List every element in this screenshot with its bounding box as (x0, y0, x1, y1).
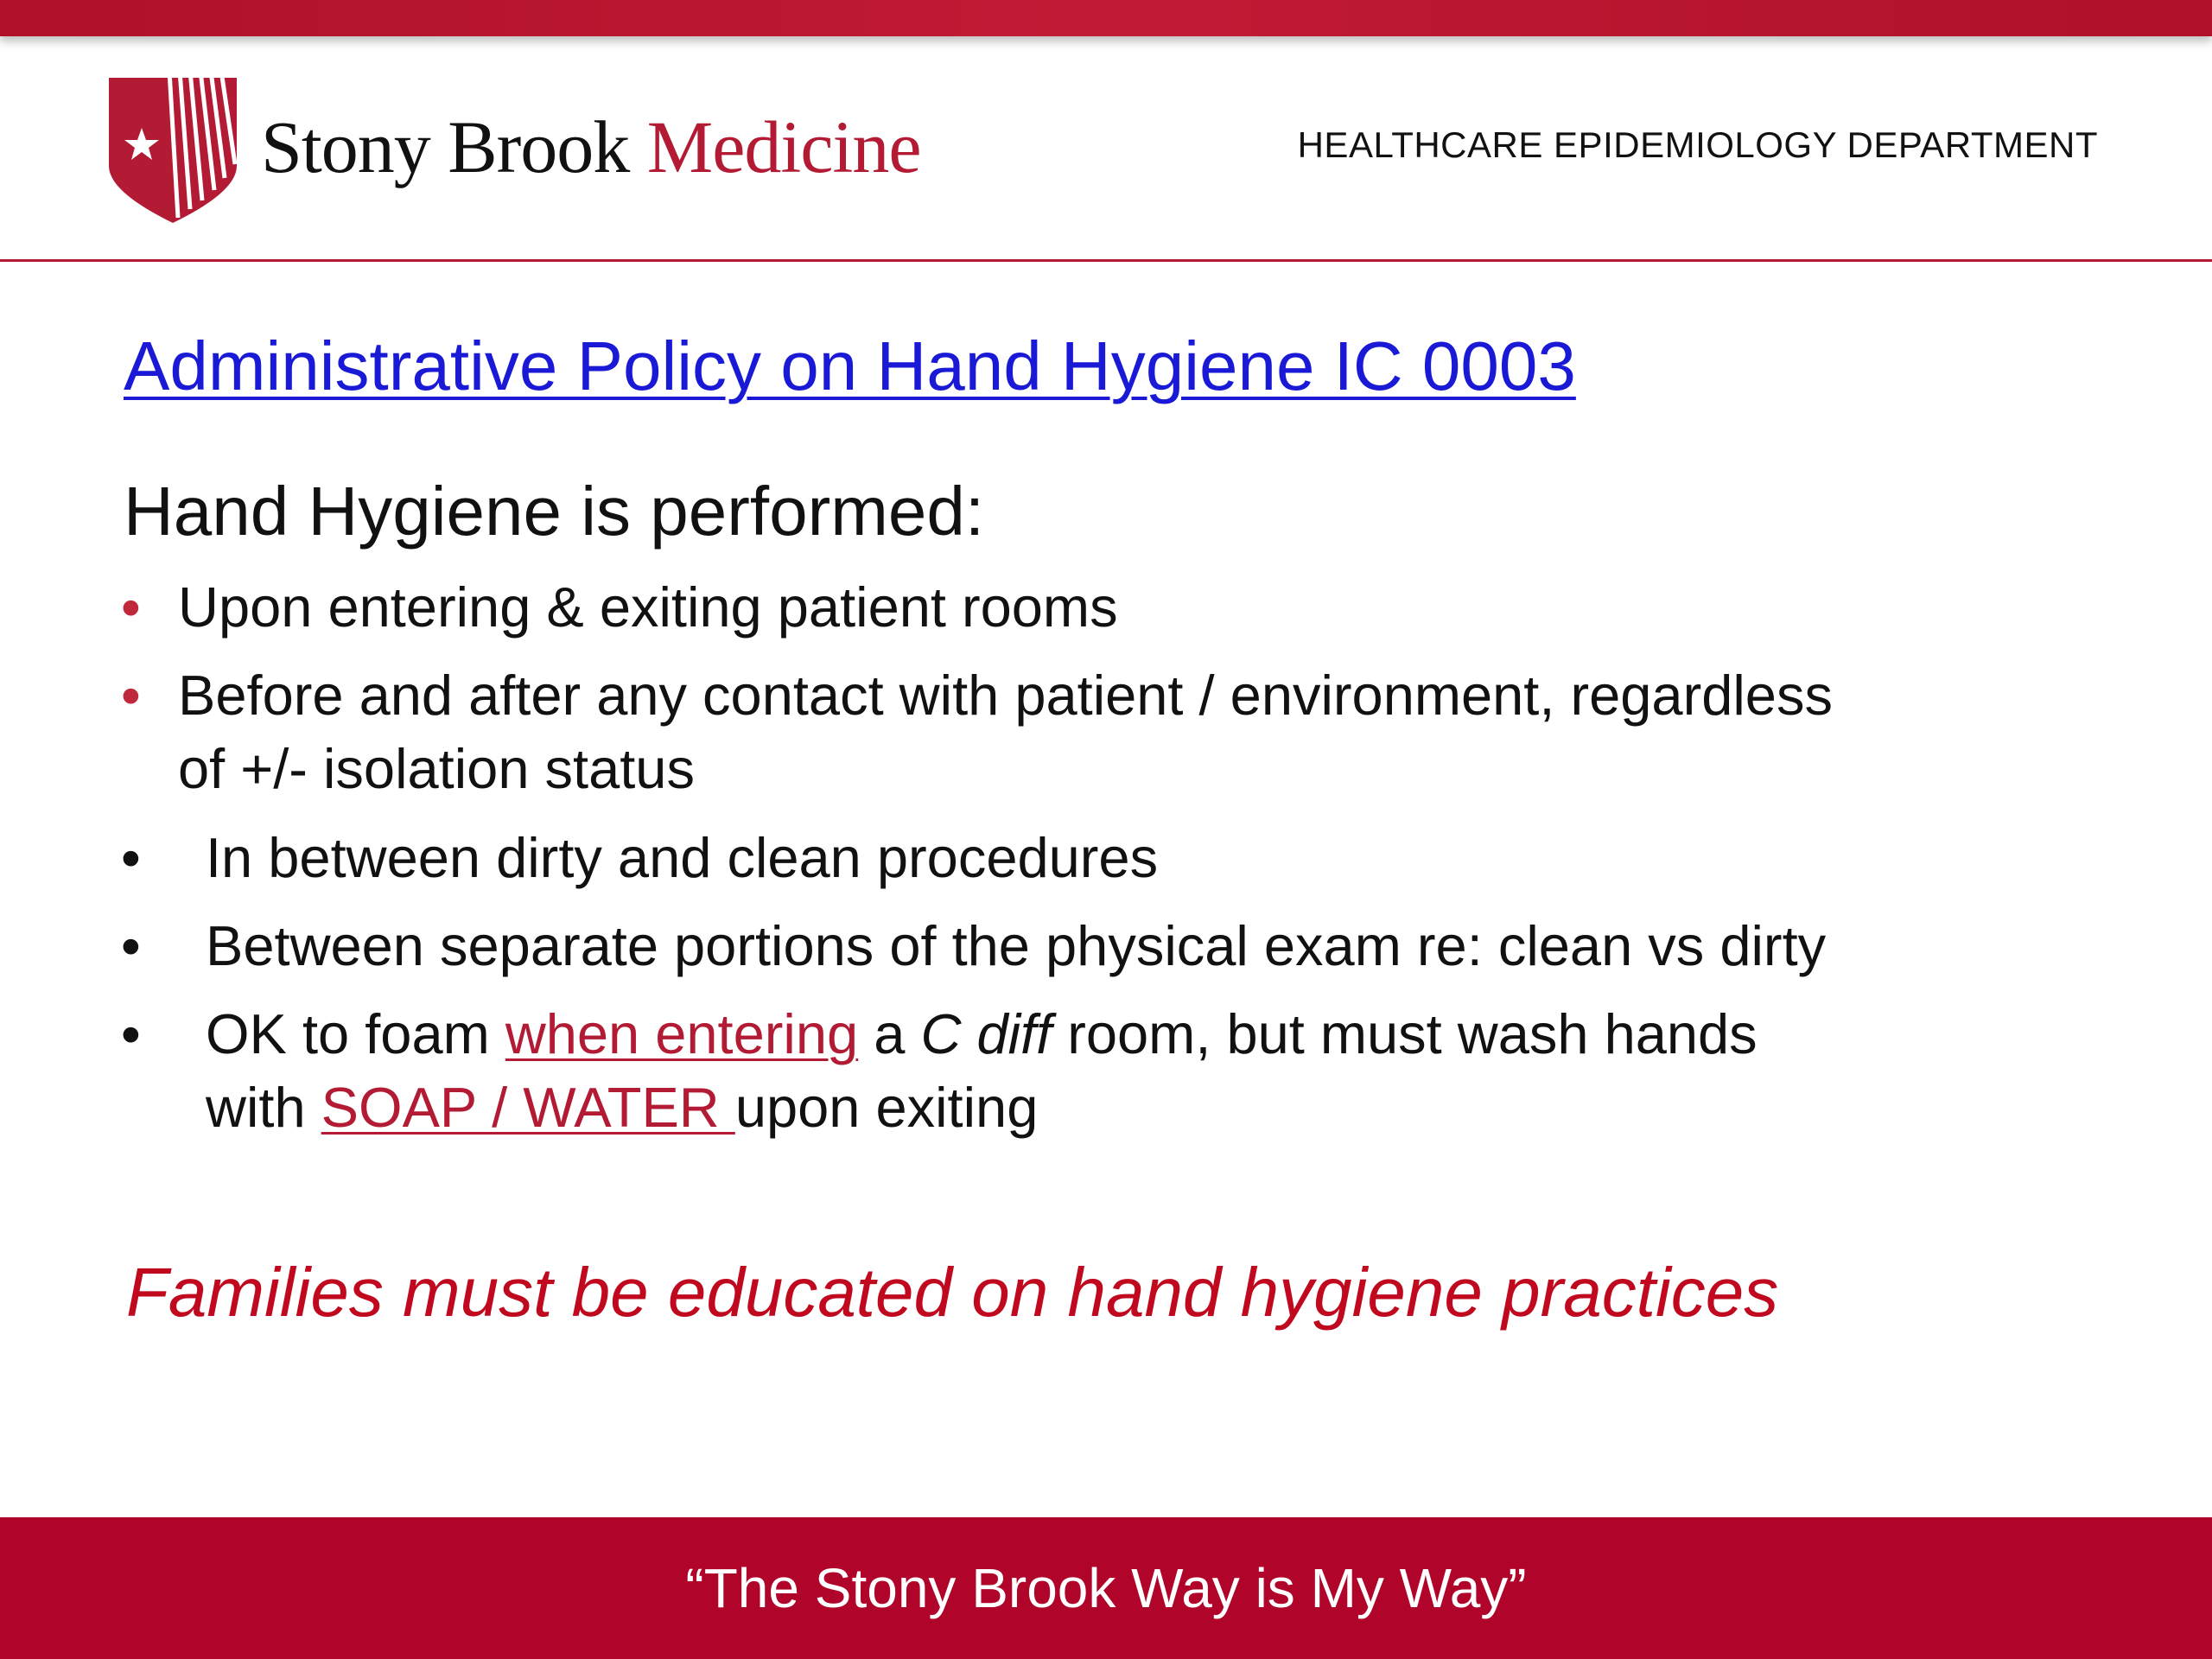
brand-name-dark: Stony Brook (261, 105, 630, 188)
top-accent-bar (0, 0, 2212, 36)
bullet-text: Between separate portions of the physical exam re: clean vs dirty (206, 914, 1827, 977)
list-item (121, 570, 1118, 644)
c-diff-term: C diff (920, 1002, 1052, 1065)
bullet-text: Upon entering & exiting patient rooms (178, 575, 1118, 639)
bullet-dot-icon: • (121, 826, 141, 889)
bullet-text (206, 997, 1758, 1144)
list-item (121, 658, 1833, 805)
policy-title-link[interactable]: Administrative Policy on Hand Hygiene IC 0003 (124, 327, 1576, 404)
when-entering-link[interactable]: when entering (505, 1002, 859, 1065)
bullet-line-1: Before and after any contact with patient / environment, regardless (178, 664, 1833, 727)
list-item (121, 821, 1158, 894)
bullet-dot-icon: • (121, 664, 141, 727)
soap-water-link[interactable]: SOAP / WATER (321, 1076, 735, 1139)
bullet-dot-icon: • (121, 1002, 141, 1065)
bullet-text-part: OK to foam (206, 1002, 505, 1065)
list-item (121, 997, 1758, 1144)
bullet-text-part: upon exiting (734, 1076, 1039, 1139)
stony-brook-medicine-logo (109, 71, 921, 223)
bullet-text (178, 658, 1833, 805)
bullet-dot-icon: • (121, 914, 141, 977)
brand-wordmark (261, 105, 921, 188)
header-divider (0, 259, 2212, 262)
bullet-text: In between dirty and clean procedures (206, 826, 1159, 889)
footer-bar (0, 1517, 2212, 1659)
bullet-text-part: a (858, 1002, 921, 1065)
brand-name-red: Medicine (646, 105, 921, 188)
list-item (121, 909, 1826, 982)
shield-star-logo-icon (109, 71, 237, 223)
families-education-note: Families must be educated on hand hygiene practices (126, 1254, 1779, 1331)
subheading: Hand Hygiene is performed: (124, 473, 985, 550)
department-name: HEALTHCARE EPIDEMIOLOGY DEPARTMENT (1297, 124, 2098, 165)
bullet-text-part: room, but must wash hands (1052, 1002, 1758, 1065)
bullet-text-part: with (206, 1076, 321, 1139)
bullet-line-2: of +/- isolation status (178, 737, 695, 800)
bullet-dot-icon: • (121, 575, 141, 639)
footer-motto: “The Stony Brook Way is My Way” (685, 1557, 1527, 1619)
